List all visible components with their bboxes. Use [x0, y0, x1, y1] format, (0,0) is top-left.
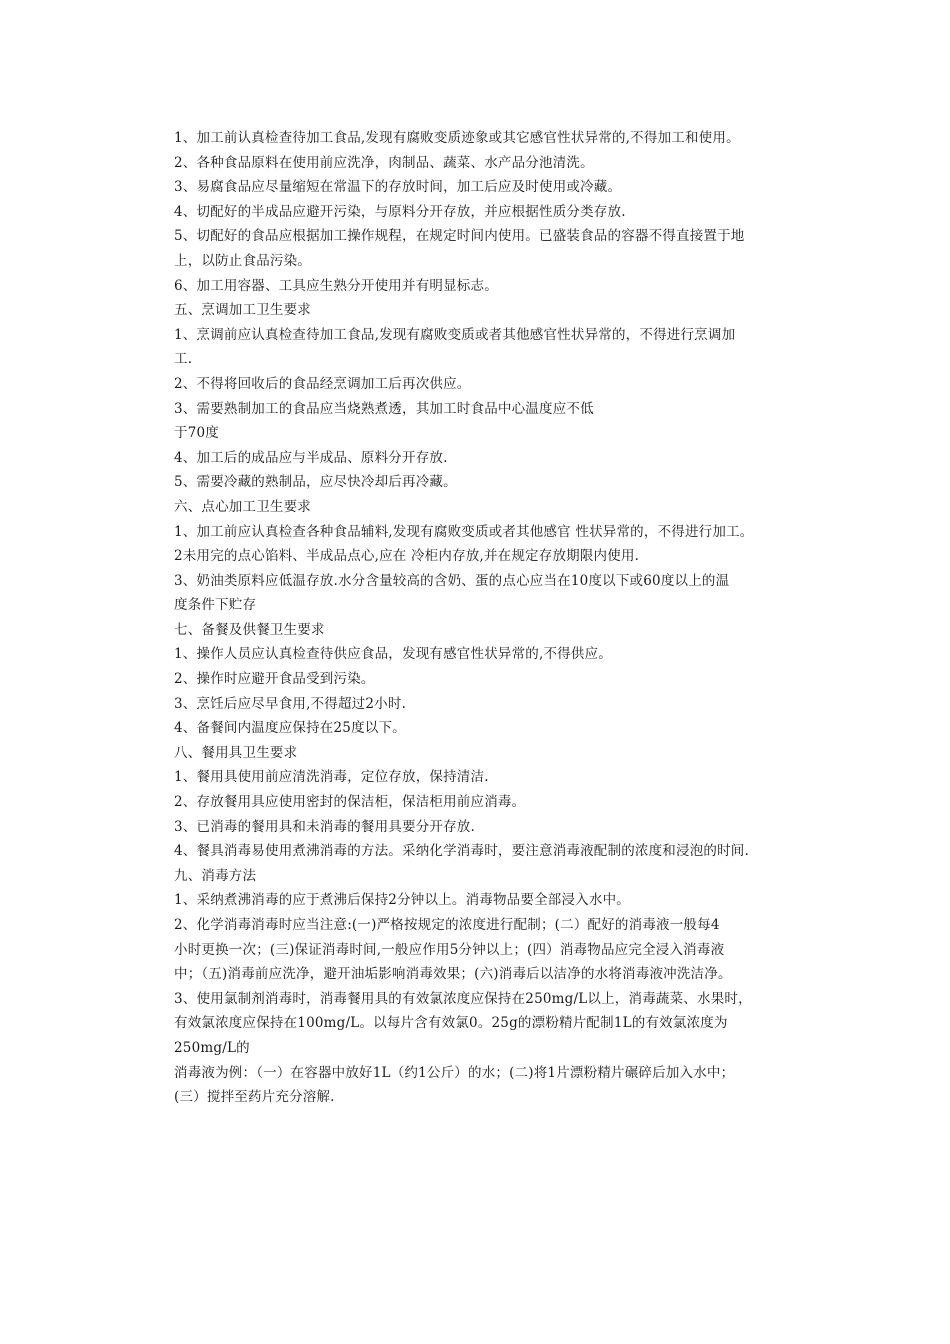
text-line: 3、需要熟制加工的食品应当烧熟煮透，其加工时食品中心温度应不低: [174, 400, 594, 417]
document-body: [174, 126, 824, 1110]
text-line: 有效氯浓度应保持在100mg/L。以每片含有效氯0。25g的漂粉精片配制1L的有效氯浓度为: [174, 1015, 728, 1032]
text-line: 3、奶油类原料应低温存放.水分含量较高的含奶、蛋的点心应当在10度以下或60度以上的温: [174, 572, 730, 589]
text-line: 5、切配好的食品应根据加工操作规程，在规定时间内使用。已盛装食品的容器不得直接置于地: [174, 228, 745, 245]
text-line: 4、切配好的半成品应避开污染，与原料分开存放，并应根据性质分类存放.: [174, 203, 626, 220]
text-line: 中；（五)消毒前应洗净，避开油垢影响消毒效果；(六)消毒后以洁净的水将消毒液冲洗洁净。: [174, 966, 732, 983]
text-line: 于70度: [174, 425, 219, 442]
text-line: 2、不得将回收后的食品经烹调加工后再次供应。: [174, 375, 471, 392]
text-line: 3、使用氯制剂消毒时，消毒餐用具的有效氯浓度应保持在250mg/L以上，消毒蔬菜、水果时，: [174, 990, 752, 1007]
text-line: 2未用完的点心馅料、半成品点心,应在 冷柜内存放,并在规定存放期限内使用.: [174, 548, 640, 565]
text-line: 4、加工后的成品应与半成品、原料分开存放.: [174, 449, 448, 466]
text-line: 2、化学消毒消毒时应当注意:(一)严格按规定的浓度进行配制；(二）配好的消毒液一般每4: [174, 917, 720, 933]
text-line: 6、加工用容器、工具应生熟分开使用并有明显标志。: [174, 277, 498, 294]
text-line: 消毒液为例：（一）在容器中放好1L（约1公斤）的水；(二)将1片漂粉精片碾碎后加入水中；: [174, 1064, 735, 1081]
text-line: 七、备餐及供餐卫生要求: [174, 621, 325, 638]
text-line: 250mg/L的: [174, 1039, 250, 1056]
text-line: 2、操作时应避开食品受到污染。: [174, 671, 375, 688]
text-line: 上，以防止食品污染。: [174, 252, 311, 269]
text-line: 1、加工前应认真检查各种食品辅料,发现有腐败变质或者其他感官 性状异常的，不得进行加工。: [174, 523, 754, 540]
text-line: (三）搅拌至药片充分溶解.: [174, 1089, 335, 1106]
text-line: 3、易腐食品应尽量缩短在常温下的存放时间，加工后应及时使用或冷藏。: [174, 179, 622, 196]
text-line: 4、备餐间内温度应保持在25度以下。: [174, 720, 406, 737]
text-line: 工.: [174, 351, 193, 368]
text-line: 八、餐用具卫生要求: [174, 744, 298, 761]
text-line: 3、烹饪后应尽早食用,不得超过2小时.: [174, 695, 407, 712]
text-line: 六、点心加工卫生要求: [174, 498, 311, 515]
text-line: 五、烹调加工卫生要求: [174, 302, 311, 319]
text-line: 1、采纳煮沸消毒的应于煮沸后保持2分钟以上。消毒物品要全部浸入水中。: [174, 892, 630, 909]
text-line: 1、操作人员应认真检查待供应食品，发现有感官性状异常的,不得供应。: [174, 646, 612, 663]
text-line: 3、已消毒的餐用具和未消毒的餐用具要分开存放.: [174, 818, 475, 835]
text-line: 2、各种食品原料在使用前应洗净，肉制品、蔬菜、水产品分池清洗。: [174, 154, 594, 171]
text-line: 小时更换一次；(三)保证消毒时间,一般应作用5分钟以上；(四）消毒物品应完全浸入消毒液: [174, 941, 725, 958]
text-line: 2、存放餐用具应使用密封的保洁柜，保洁柜用前应消毒。: [174, 794, 526, 811]
text-line: 5、需要冷藏的熟制品，应尽快冷却后再冷藏。: [174, 474, 457, 491]
text-line: 4、餐具消毒易使用煮沸消毒的方法。采纳化学消毒时，要注意消毒液配制的浓度和浸泡的时间.: [174, 843, 749, 860]
text-line: 1、餐用具使用前应清洗消毒，定位存放，保持清洁.: [174, 769, 489, 786]
text-line: 1、烹调前应认真检查待加工食品,发现有腐败变质或者其他感官性状异常的，不得进行烹调加: [174, 326, 736, 343]
text-line: 度条件下贮存: [174, 597, 257, 614]
text-line: 1、加工前认真检查待加工食品,发现有腐败变质迹象或其它感官性状异常的,不得加工和使用。: [174, 130, 740, 146]
text-line: 九、消毒方法: [174, 867, 257, 884]
